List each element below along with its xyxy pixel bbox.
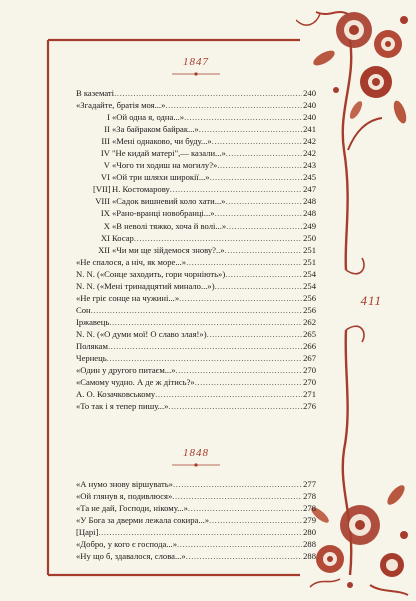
toc-entry-title: «Не спалося, а ніч, як море...» xyxy=(76,256,187,267)
year-divider xyxy=(76,69,316,79)
dot-leader xyxy=(186,256,302,268)
toc-entry xyxy=(76,195,316,207)
dot-leader xyxy=(212,135,302,147)
toc-entry xyxy=(76,111,316,123)
toc-entry-numeral: XI xyxy=(100,232,110,243)
toc-entry xyxy=(76,328,316,340)
year-heading: 1848 xyxy=(183,447,209,459)
toc-entry-numeral: [VII] xyxy=(93,184,111,195)
toc-entry-numeral: III xyxy=(101,136,110,147)
year-divider xyxy=(76,460,316,470)
dot-leader xyxy=(215,207,303,219)
toc-entry-title: «Та не дай, Господи, нікому...» xyxy=(76,503,188,514)
toc-entry-title: «Згадайте, братія моя...» xyxy=(76,100,166,111)
toc-entry xyxy=(76,147,316,159)
toc-entry xyxy=(76,220,316,232)
dot-leader xyxy=(172,490,302,502)
toc-entry xyxy=(76,526,316,538)
toc-entry-title: «А нумо знову віршувать» xyxy=(76,479,173,489)
section-1847 xyxy=(76,56,316,412)
dot-leader xyxy=(168,400,302,412)
toc-entry xyxy=(76,159,316,171)
toc-entry-title: «Чого ти ходиш на могилу?» xyxy=(112,160,218,171)
toc-entry-title: «Чи ми ще зійдемося знову?..» xyxy=(112,244,225,255)
dot-leader xyxy=(134,232,302,244)
floral-ornament-bottom-icon xyxy=(300,455,416,601)
toc-entry-page: 267 xyxy=(303,353,316,364)
dot-leader xyxy=(114,87,302,99)
toc-entry xyxy=(76,400,316,412)
toc-entry-page: 266 xyxy=(303,340,316,351)
toc-entry-page: 288 xyxy=(303,539,316,550)
toc-entry xyxy=(76,280,316,292)
toc-entry-page: 271 xyxy=(303,389,316,400)
toc-entry-title: "Не кидай матері",— казали...» xyxy=(112,148,226,159)
toc-entry-numeral: XII xyxy=(98,244,110,255)
toc-entry-numeral: V xyxy=(103,160,110,171)
dot-leader xyxy=(215,280,303,292)
toc-entry-page: 248 xyxy=(303,208,316,219)
toc-entry-page: 242 xyxy=(303,148,316,159)
dot-leader xyxy=(217,159,302,171)
toc-entry-page: 254 xyxy=(303,280,316,291)
toc-entry-title: Косар xyxy=(112,232,134,243)
dot-leader xyxy=(195,376,302,388)
dot-leader xyxy=(155,388,302,400)
toc-entry xyxy=(76,304,316,316)
toc-entry-title: «Самому чудно. А де ж дітись?» xyxy=(76,377,195,388)
dot-leader xyxy=(210,171,303,183)
toc-entry-page: 249 xyxy=(303,220,316,231)
toc-entry-page: 277 xyxy=(303,479,316,489)
toc-entry xyxy=(76,244,316,256)
dot-leader xyxy=(225,244,303,256)
toc-entry-title: «Один у другого питаєм...» xyxy=(76,365,176,376)
toc-entry xyxy=(76,292,316,304)
year-heading: 1847 xyxy=(183,56,209,68)
dot-leader xyxy=(209,514,302,526)
toc-entry-page: 245 xyxy=(303,172,316,183)
toc-entry xyxy=(76,171,316,183)
toc-list xyxy=(76,87,316,412)
toc-entry-title: Н. Костомарову xyxy=(112,184,170,195)
dot-leader xyxy=(186,550,302,562)
toc-entry-numeral: I xyxy=(107,112,110,123)
dot-leader xyxy=(176,364,303,376)
dot-leader xyxy=(225,268,302,280)
dot-leader xyxy=(199,123,302,135)
dot-leader xyxy=(226,147,302,159)
dot-leader xyxy=(98,526,302,538)
toc-entry-title: «Ну що б, здавалося, слова...» xyxy=(76,551,186,562)
toc-entry-page: 242 xyxy=(303,136,316,147)
toc-entry-page: 270 xyxy=(303,377,316,388)
toc-entry-title: «В неволі тяжко, хоча й волі...» xyxy=(112,220,227,231)
toc-entry-title: Чернець xyxy=(76,353,107,364)
toc-entry xyxy=(76,388,316,400)
toc-entry xyxy=(76,514,316,526)
toc-entry xyxy=(76,502,316,514)
toc-entry-title: «То так і я тепер пишу...» xyxy=(76,401,169,412)
toc-entry-page: 280 xyxy=(303,527,316,538)
dot-leader xyxy=(188,502,302,514)
toc-entry-title: N. N. («О думи мої! О славо злая!») xyxy=(76,328,207,339)
toc-entry-page: 251 xyxy=(303,256,316,267)
toc-entry xyxy=(76,99,316,111)
toc-entry-title: «Садок вишневий коло хати...» xyxy=(112,196,226,207)
toc-entry-title: Полякам xyxy=(76,340,108,351)
toc-entry-page: 278 xyxy=(303,503,316,514)
toc-entry-page: 265 xyxy=(303,328,316,339)
toc-entry xyxy=(76,478,316,490)
dot-leader xyxy=(107,352,302,364)
toc-entry-title: «Рано-вранці новобранці...» xyxy=(112,208,215,219)
toc-entry xyxy=(76,538,316,550)
toc-entry-title: «Не гріє сонце на чужині...» xyxy=(76,292,180,303)
toc-entry-page: 256 xyxy=(303,292,316,303)
toc-entry-title: «Мені однаково, чи буду...» xyxy=(112,136,212,147)
dot-leader xyxy=(179,292,302,304)
toc-entry xyxy=(76,123,316,135)
toc-entry-page: 288 xyxy=(303,551,316,562)
toc-entry xyxy=(76,268,316,280)
toc-entry-numeral: VIII xyxy=(95,196,110,207)
toc-entry-page: 240 xyxy=(303,112,316,123)
toc-entry-page: 248 xyxy=(303,196,316,207)
toc-entry-title: В казематі xyxy=(76,88,115,98)
dot-leader xyxy=(170,183,302,195)
toc-entry-page: 241 xyxy=(303,124,316,135)
toc-entry-title: N. N. («Сонце заходить, гори чорніють») xyxy=(76,268,226,279)
toc-entry xyxy=(76,207,316,219)
dot-leader xyxy=(226,220,302,232)
toc-entry-title: Іржавець xyxy=(76,316,110,327)
toc-entry xyxy=(76,87,316,99)
toc-entry xyxy=(76,550,316,562)
toc-entry xyxy=(76,376,316,388)
toc-entry-page: 262 xyxy=(303,316,316,327)
toc-entry-page: 250 xyxy=(303,232,316,243)
toc-entry xyxy=(76,352,316,364)
dot-leader xyxy=(184,111,302,123)
toc-entry-numeral: X xyxy=(103,220,110,231)
toc-entry-title: N. N. («Мені тринадцятий минало...») xyxy=(76,280,215,291)
toc-entry-numeral: IV xyxy=(100,148,110,159)
toc-entry xyxy=(76,364,316,376)
toc-entry-page: 256 xyxy=(303,304,316,315)
toc-entry-page: 243 xyxy=(303,160,316,171)
toc-entry-title: Сон xyxy=(76,304,91,315)
toc-entry xyxy=(76,490,316,502)
toc-entry-title: «Добро, у кого є господа...» xyxy=(76,539,178,550)
toc-entry-page: 240 xyxy=(303,100,316,111)
toc-entry-title: А. О. Козачковському xyxy=(76,389,156,400)
dot-leader xyxy=(173,478,302,490)
page-number: 411 xyxy=(360,293,382,308)
dot-leader xyxy=(177,538,302,550)
toc-entry-numeral: VI xyxy=(100,172,110,183)
section-1848 xyxy=(76,447,316,562)
toc-entry-numeral: IX xyxy=(100,208,110,219)
toc-entry-title: «Ой три шляхи широкії...» xyxy=(112,172,210,183)
toc-entry-page: 278 xyxy=(303,491,316,502)
toc-entry xyxy=(76,135,316,147)
toc-entry-numeral: II xyxy=(104,124,110,135)
toc-entry-title: «У Бога за дверми лежала сокира...» xyxy=(76,515,210,526)
toc-entry xyxy=(76,316,316,328)
toc-entry-title: «За байраком байрак...» xyxy=(112,124,199,135)
toc-entry-page: 276 xyxy=(303,401,316,412)
toc-entry-title: «Ой глянув я, подивлюся» xyxy=(76,491,173,502)
toc-entry-page: 279 xyxy=(303,515,316,526)
toc-entry-page: 270 xyxy=(303,365,316,376)
dot-leader xyxy=(91,304,302,316)
toc-entry-page: 240 xyxy=(303,88,316,98)
toc-entry xyxy=(76,256,316,268)
dot-leader xyxy=(108,340,302,352)
toc-entry-page: 251 xyxy=(303,244,316,255)
dot-leader xyxy=(109,316,302,328)
toc-entry-page: 247 xyxy=(303,184,316,195)
dot-leader xyxy=(207,328,303,340)
toc-entry-title: «Ой одна я, одна...» xyxy=(112,112,185,123)
toc-entry-title: [Царі] xyxy=(76,527,99,538)
toc-entry-page: 254 xyxy=(303,268,316,279)
toc-list xyxy=(76,478,316,562)
dot-leader xyxy=(225,195,302,207)
dot-leader xyxy=(165,99,302,111)
toc-entry xyxy=(76,340,316,352)
toc-entry xyxy=(76,232,316,244)
toc-entry xyxy=(76,183,316,195)
